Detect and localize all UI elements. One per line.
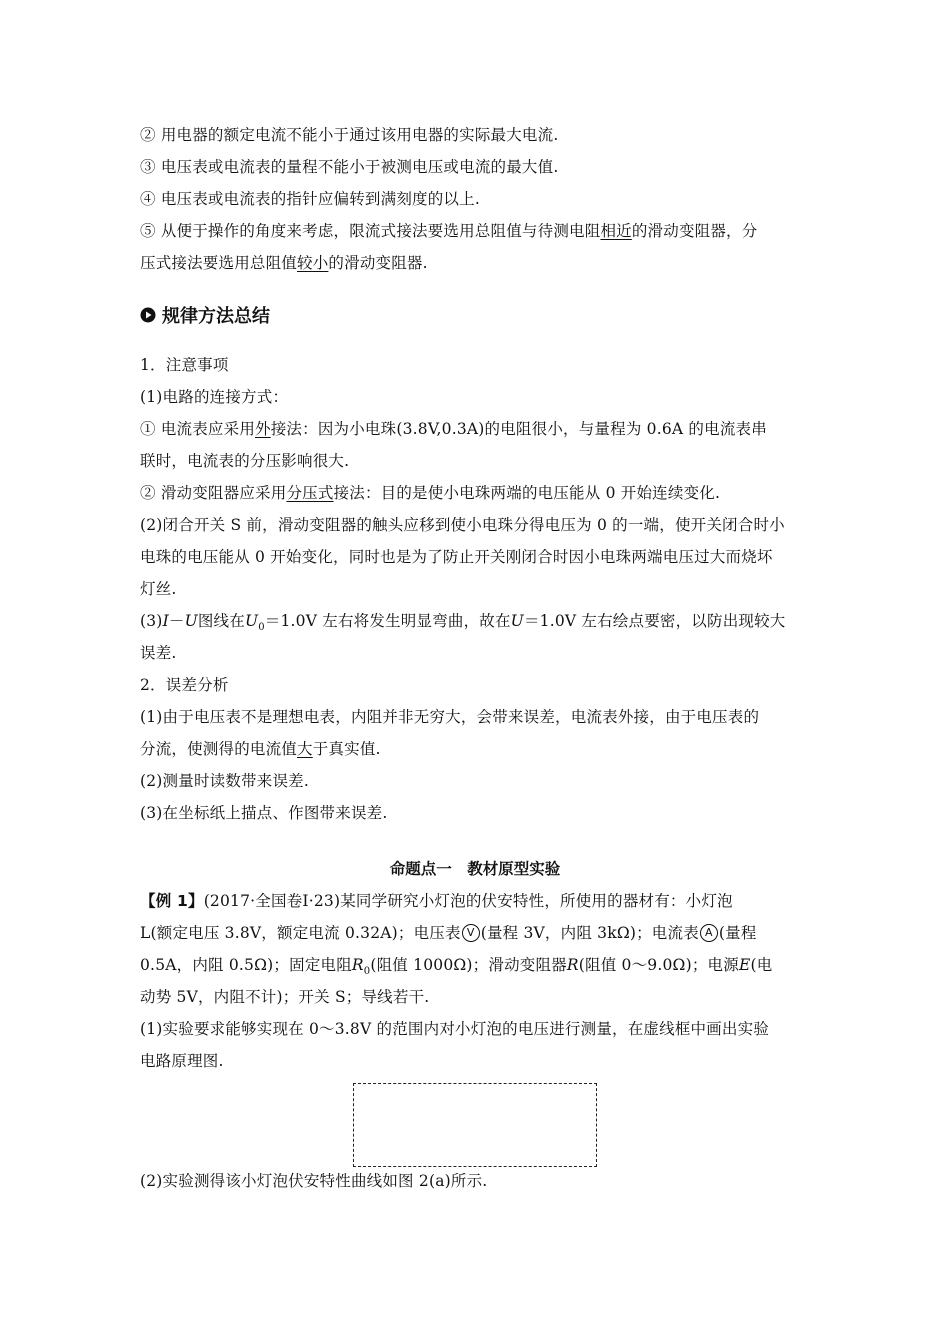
paragraph: (1)由于电压表不是理想电表，内阻并非无穷大，会带来误差，电流表外接，由于电压表的 [140,708,760,726]
underlined-answer: 外 [255,420,271,438]
text: 压式接法要选用总阻值 [140,254,298,272]
underlined-answer: 较小 [297,254,329,272]
symbol: R [566,956,579,974]
example-tag: 【例 1】 [140,892,204,910]
play-circle-icon [140,307,156,323]
underlined-answer: 大 [297,740,313,758]
subscript: 0 [258,622,265,634]
text: ⑤ 从便于操作的角度来考虑，限流式接法要选用总阻值与待测电阻 [140,222,601,240]
subscript: 0 [363,966,371,978]
paragraph: 误差. [140,644,177,662]
text: 接法：因为小电珠(3.8V,0.3A)的电阻很小，与量程为 0.6A 的电流表串 [270,420,767,438]
question-2: (2)实验测得该小灯泡伏安特性曲线如图 2(a)所示. [140,1172,488,1190]
text: L(额定电压 3.8V，额定电流 0.32A)；电压表 [140,924,461,942]
list-item-4: ④ 电压表或电流表的指针应偏转到满刻度的以上. [140,190,480,208]
question-1: (1)实验要求能够实现在 0～3.8V 的范围内对小灯泡的电压进行测量，在虚线框中画出实验 [140,1020,770,1038]
text: 的滑动变阻器. [328,254,428,272]
symbol: U [184,612,198,630]
underlined-answer: 相近 [600,222,632,240]
text: (量程 [718,924,757,942]
paragraph: (1)电路的连接方式： [140,388,289,406]
text: 图线在 [197,612,245,630]
text: (2017·全国卷Ⅰ·23)某同学研究小灯泡的伏安特性，所使用的器材有：小灯泡 [203,892,733,910]
text: (3) [140,612,163,630]
paragraph: 电珠的电压能从 0 开始变化，同时也是为了防止开关刚闭合时因小电珠两端电压过大而烧坏 [140,548,773,566]
text: 分流，使测得的电流值 [140,740,298,758]
list-item-5 [140,220,812,242]
paragraph: (2)闭合开关 S 前，滑动变阻器的触头应移到使小电珠分得电压为 0 的一端，使开关闭合时小 [140,516,785,534]
text: (电 [750,956,773,974]
list-item-2: ② 用电器的额定电流不能小于通过该用电器的实际最大电流. [140,126,559,144]
paragraph: (3)在坐标纸上描点、作图带来误差. [140,804,388,822]
paragraph [140,738,812,760]
section-heading [140,302,270,328]
paragraph: 灯丝. [140,580,177,598]
text: (阻值 1000Ω)；滑动变阻器 [370,956,567,974]
list-item-3: ③ 电压表或电流表的量程不能小于被测电压或电流的最大值. [140,158,559,176]
text: ＝1.0V 左右将发生明显弯曲，故在 [264,612,511,630]
text: ① 电流表应采用 [140,420,256,438]
list-item-5-cont [140,252,812,274]
voltmeter-icon: V [462,924,480,942]
symbol: U [510,612,524,630]
example-line: 动势 5V，内阻不计)；开关 S；导线若干. [140,988,430,1006]
example-line [140,890,812,912]
error-heading: 2．误差分析 [140,676,229,694]
text: ② 滑动变阻器应采用 [140,484,287,502]
text: ＝1.0V 左右绘点要密，以防出现较大 [523,612,786,630]
text: 0.5A，内阻 0.5Ω)；固定电阻 [140,956,352,974]
paragraph [140,610,812,639]
text: 的滑动变阻器，分 [631,222,758,240]
symbol: U [244,612,259,630]
circuit-answer-box [353,1083,597,1167]
paragraph [140,418,812,440]
example-section-heading: 命题点一 教材原型实验 [389,860,561,878]
text: (阻值 0～9.0Ω)；电源 [578,956,739,974]
section-title: 规律方法总结 [162,306,270,327]
text: 于真实值. [312,740,381,758]
question-1-cont: 电路原理图. [140,1052,224,1070]
text: 接法：目的是使小电珠两端的电压能从 0 开始连续变化. [333,484,721,502]
symbol: R [351,956,364,974]
symbol: E [738,956,751,974]
underlined-answer: 分压式 [286,484,334,502]
paragraph: (2)测量时读数带来误差. [140,772,309,790]
symbol: I [162,612,169,630]
example-line [140,954,812,983]
example-line [140,922,812,944]
ammeter-icon: A [700,924,718,942]
paragraph: 联时，电流表的分压影响很大. [140,452,350,470]
paragraph [140,482,812,504]
notes-heading: 1．注意事项 [140,356,229,374]
text: － [168,612,185,630]
text: (量程 3V，内阻 3kΩ)；电流表 [480,924,699,942]
